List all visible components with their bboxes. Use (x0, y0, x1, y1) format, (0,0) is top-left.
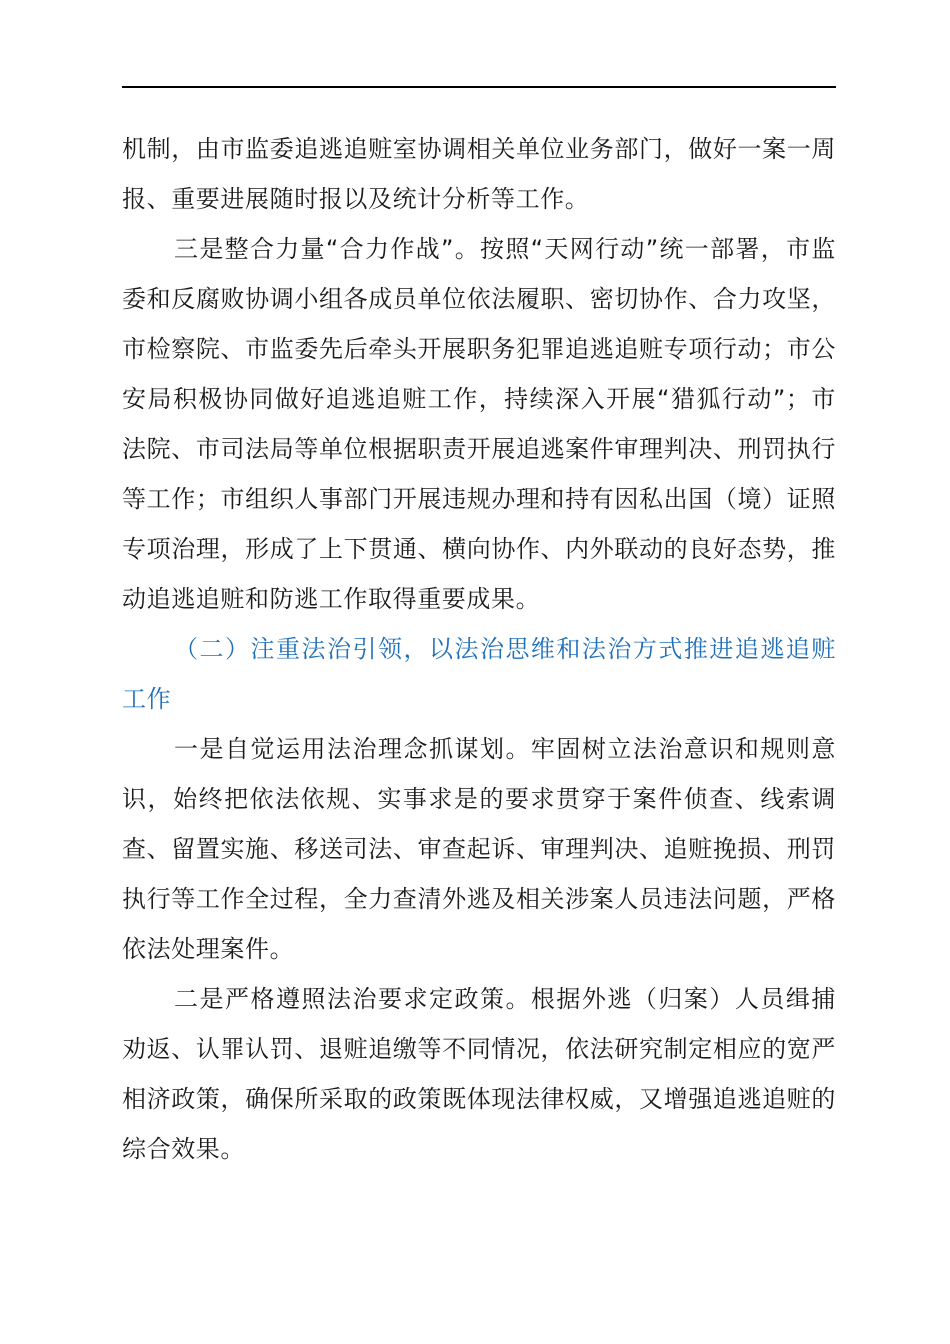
paragraph-policy-making: 二是严格遵照法治要求定政策。根据外逃（归案）人员缉捕劝返、认罪认罚、退赃追缴等不同情况，依法研究制定相应的宽严相济政策，确保所采取的政策既体现法律权威，又增强追逃追赃的综合效果。 (122, 985, 836, 1163)
paragraph-continuation: 机制，由市监委追逃追赃室协调相关单位业务部门，做好一案一周报、重要进展随时报以及统计分析等工作。 (122, 135, 836, 213)
section-heading-rule-of-law: （二）注重法治引领，以法治思维和法治方式推进追逃追赃工作 (122, 635, 836, 713)
document-body (122, 124, 836, 1174)
header-rule (122, 86, 836, 88)
paragraph-rule-of-law-planning: 一是自觉运用法治理念抓谋划。牢固树立法治意识和规则意识，始终把依法依规、实事求是的要求贯穿于案件侦查、线索调查、留置实施、移送司法、审查起诉、审理判决、追赃挽损、刑罚执行等工作全过程，全力查清外逃及相关涉案人员违法问题，严格依法处理案件。 (122, 735, 836, 963)
paragraph-joint-force: 三是整合力量“合力作战”。按照“天网行动”统一部署，市监委和反腐败协调小组各成员单位依法履职、密切协作、合力攻坚，市检察院、市监委先后牵头开展职务犯罪追逃追赃专项行动；市公安局积极协同做好追逃追赃工作，持续深入开展“猎狐行动”；市法院、市司法局等单位根据职责开展追逃案件审理判决、刑罚执行等工作；市组织人事部门开展违规办理和持有因私出国（境）证照专项治理，形成了上下贯通、横向协作、内外联动的良好态势，推动追逃追赃和防逃工作取得重要成果。 (122, 235, 836, 613)
